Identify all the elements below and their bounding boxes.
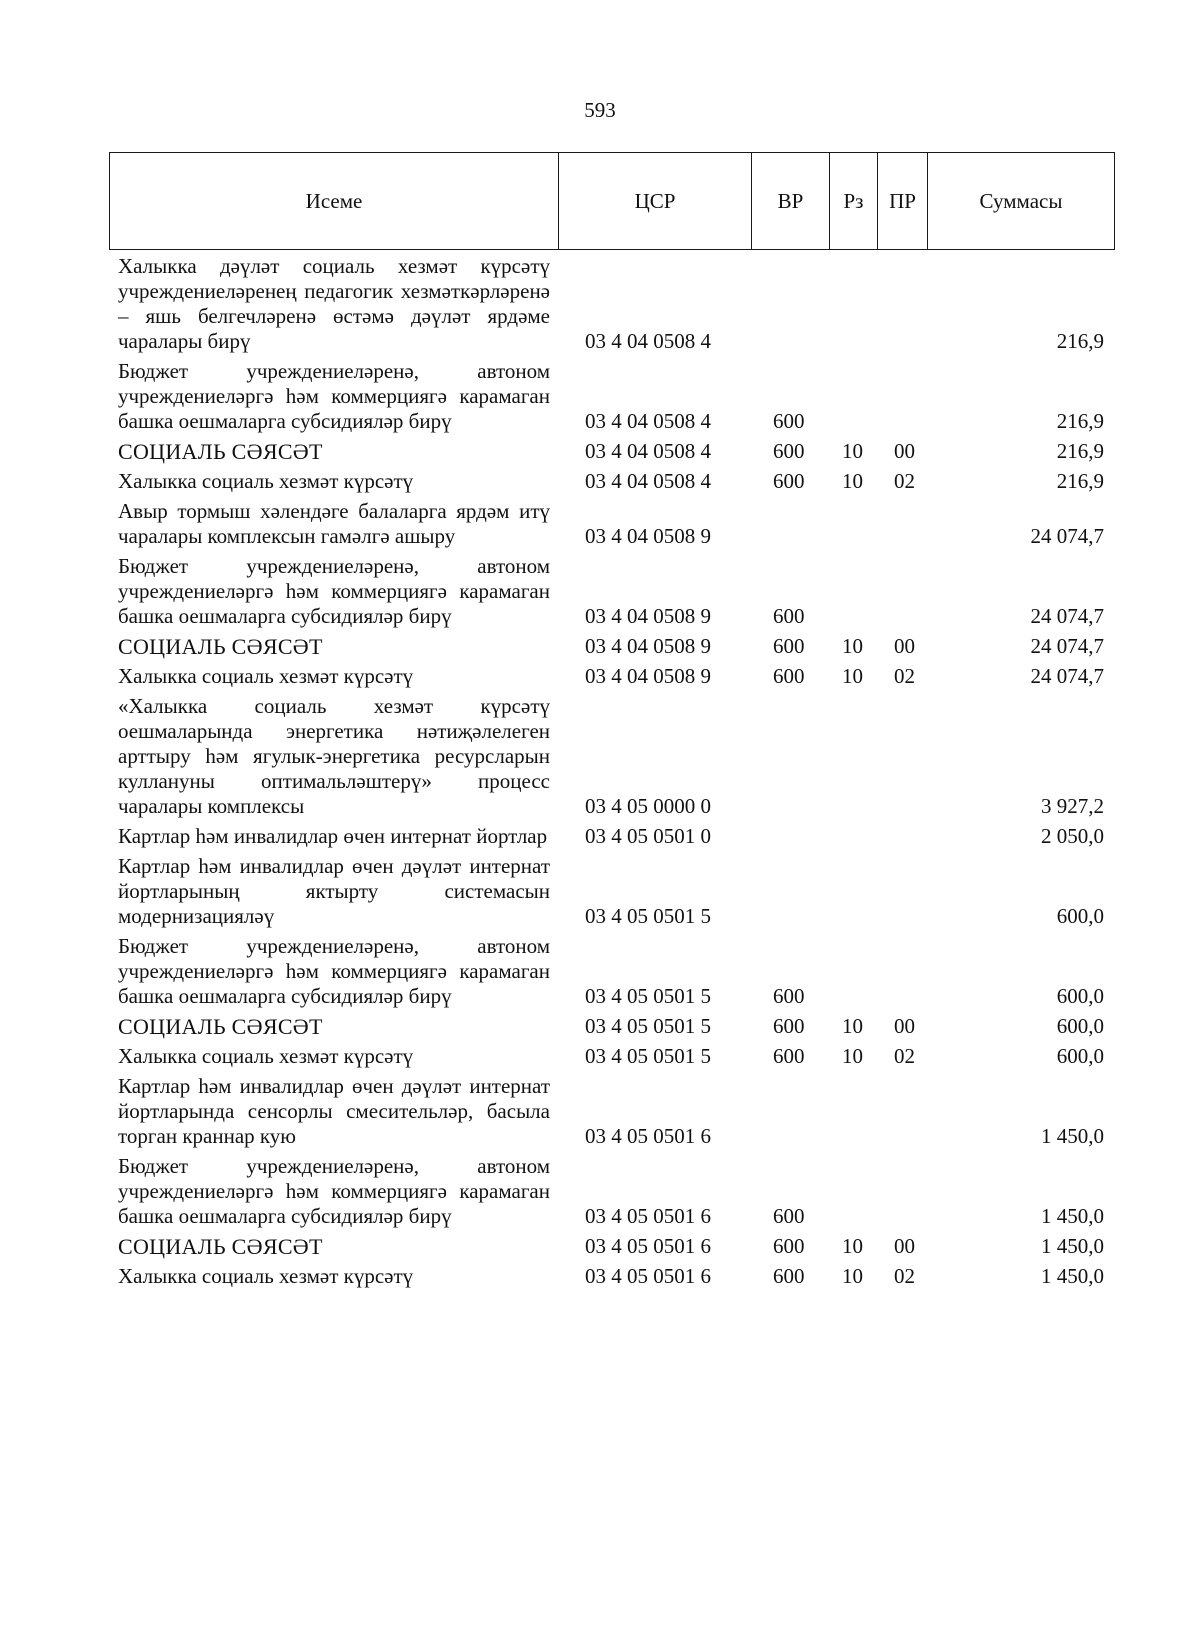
row-pr [877,554,927,634]
row-vr [751,499,829,554]
row-name: СОЦИАЛЬ СӘЯСӘТ [118,634,323,659]
row-name: Картлар һәм инвалидлар өчен дәүләт интернат йортларының яктырту системасын модернизацияләү [118,854,550,928]
row-pr [877,254,927,359]
row-sum: 24 074,7 [1030,604,1104,628]
row-csr: 03 4 05 0501 6 [585,1204,711,1228]
row-sum: 3 927,2 [1041,794,1104,818]
row-pr [877,694,927,824]
row-csr: 03 4 04 0508 4 [585,469,711,493]
row-sum: 1 450,0 [1041,1264,1104,1288]
row-sum: 600,0 [1056,1014,1104,1038]
row-rz: 10 [842,664,863,688]
row-csr: 03 4 05 0501 5 [585,904,711,928]
row-pr [877,934,927,1014]
row-name: Халыкка социаль хезмәт күрсәтү [118,1264,414,1288]
row-vr: 600 [773,604,805,628]
row-rz [829,1154,877,1234]
row-vr: 600 [773,1204,805,1228]
row-sum: 24 074,7 [1030,634,1104,658]
table-row [109,1154,1114,1234]
row-vr: 600 [773,469,805,493]
row-pr [877,1074,927,1154]
row-pr: 00 [894,1234,915,1258]
row-pr [877,499,927,554]
row-csr: 03 4 05 0501 6 [585,1234,711,1258]
row-name: Авыр тормыш хәлендәге балаларга ярдәм итү чаралары комплексын гамәлгә ашыру [118,499,550,548]
row-vr: 600 [773,409,805,433]
row-rz [829,1074,877,1154]
row-name: Халыкка дәүләт социаль хезмәт күрсәтү учреждениеләренең педагогик хезмәткәрләренә – яшь белгечләренә өстәмә дәүләт ярдәме чаралары бирү [118,254,550,353]
row-rz: 10 [842,634,863,658]
row-name: Бюджет учреждениеләренә, автоном учреждениеләргә һәм коммерциягә карамаган башка оешмаларга субсидияләр бирү [118,1154,550,1228]
row-sum: 600,0 [1056,984,1104,1008]
row-vr: 600 [773,1014,805,1038]
row-csr: 03 4 04 0508 4 [585,439,711,463]
row-csr: 03 4 05 0501 6 [585,1264,711,1288]
row-vr: 600 [773,1044,805,1068]
row-sum: 24 074,7 [1030,664,1104,688]
table-row [109,854,1114,934]
table-row [109,469,1114,499]
row-vr: 600 [773,984,805,1008]
row-csr: 03 4 04 0508 4 [585,329,711,353]
row-pr: 02 [894,469,915,493]
row-vr [751,254,829,359]
row-name: Бюджет учреждениеләренә, автоном учреждениеләргә һәм коммерциягә карамаган башка оешмаларга субсидияләр бирү [118,934,550,1008]
row-sum: 216,9 [1056,329,1104,353]
header-pr: ПР [878,153,928,250]
row-sum: 600,0 [1056,1044,1104,1068]
row-csr: 03 4 05 0501 0 [585,824,711,848]
table-body [109,254,1114,1294]
row-vr: 600 [773,1264,805,1288]
row-csr: 03 4 05 0501 5 [585,1014,711,1038]
row-pr [877,824,927,854]
row-sum: 1 450,0 [1041,1204,1104,1228]
header-csr: ЦСР [559,153,752,250]
row-name: Халыкка социаль хезмәт күрсәтү [118,1044,414,1068]
table-row [109,1074,1114,1154]
header-name: Исеме [110,153,559,250]
row-rz [829,934,877,1014]
table-row [109,1014,1114,1044]
row-sum: 216,9 [1056,469,1104,493]
row-sum: 1 450,0 [1041,1124,1104,1148]
row-csr: 03 4 04 0508 9 [585,604,711,628]
table-row [109,359,1114,439]
row-pr: 02 [894,1264,915,1288]
row-pr: 02 [894,664,915,688]
row-sum: 216,9 [1056,409,1104,433]
row-pr [877,1154,927,1234]
header-vr: ВР [752,153,830,250]
row-name: Бюджет учреждениеләренә, автоном учреждениеләргә һәм коммерциягә карамаган башка оешмаларга субсидияләр бирү [118,554,550,628]
row-vr [751,824,829,854]
row-csr: 03 4 04 0508 9 [585,524,711,548]
row-rz: 10 [842,1044,863,1068]
header-sum: Суммасы [928,153,1115,250]
row-name: СОЦИАЛЬ СӘЯСӘТ [118,439,323,464]
row-sum: 2 050,0 [1041,824,1104,848]
row-csr: 03 4 05 0501 6 [585,1124,711,1148]
row-pr: 02 [894,1044,915,1068]
row-sum: 1 450,0 [1041,1234,1104,1258]
row-rz [829,359,877,439]
row-pr [877,854,927,934]
table-row [109,694,1114,824]
row-csr: 03 4 05 0501 5 [585,1044,711,1068]
row-csr: 03 4 05 0000 0 [585,794,711,818]
table-row [109,934,1114,1014]
row-rz [829,254,877,359]
table-row [109,1044,1114,1074]
row-sum: 216,9 [1056,439,1104,463]
row-name: СОЦИАЛЬ СӘЯСӘТ [118,1014,323,1039]
row-vr [751,1074,829,1154]
row-pr: 00 [894,634,915,658]
table-row [109,824,1114,854]
row-rz: 10 [842,439,863,463]
table-row [109,554,1114,634]
table-row [109,1264,1114,1294]
row-rz: 10 [842,469,863,493]
row-csr: 03 4 04 0508 9 [585,664,711,688]
row-rz: 10 [842,1014,863,1038]
row-rz [829,824,877,854]
row-name: «Халыкка социаль хезмәт күрсәтү оешмаларында энергетика нәтиҗәлелеген арттыру һәм ягулык-энергетика ресурсларын куллануны оптимальләштерү» процесс чаралары комплексы [118,694,550,818]
row-vr [751,694,829,824]
row-pr [877,359,927,439]
row-csr: 03 4 05 0501 5 [585,984,711,1008]
row-rz [829,554,877,634]
table-row [109,1234,1114,1264]
row-pr: 00 [894,439,915,463]
header-rz: Рз [830,153,878,250]
row-csr: 03 4 04 0508 4 [585,409,711,433]
row-rz [829,694,877,824]
row-sum: 600,0 [1056,904,1104,928]
row-rz [829,499,877,554]
table-row [109,664,1114,694]
table-row [109,499,1114,554]
table-row [109,634,1114,664]
table-row [109,254,1114,359]
row-vr: 600 [773,664,805,688]
row-name: Картлар һәм инвалидлар өчен дәүләт интернат йортларында сенсорлы смесительләр, басыла торган краннар кую [118,1074,550,1148]
row-name: СОЦИАЛЬ СӘЯСӘТ [118,1234,323,1259]
row-vr: 600 [773,1234,805,1258]
table-header [109,152,1115,250]
row-name: Халыкка социаль хезмәт күрсәтү [118,469,414,493]
budget-table [109,254,1114,1294]
row-sum: 24 074,7 [1030,524,1104,548]
row-name: Картлар һәм инвалидлар өчен интернат йортлар [118,824,548,848]
row-name: Бюджет учреждениеләренә, автоном учреждениеләргә һәм коммерциягә карамаган башка оешмаларга субсидияләр бирү [118,359,550,433]
row-name: Халыкка социаль хезмәт күрсәтү [118,664,414,688]
row-vr: 600 [773,634,805,658]
row-rz [829,854,877,934]
page-number: 593 [584,98,616,122]
row-csr: 03 4 04 0508 9 [585,634,711,658]
row-rz: 10 [842,1234,863,1258]
row-rz: 10 [842,1264,863,1288]
table-row [109,439,1114,469]
row-vr: 600 [773,439,805,463]
row-vr [751,854,829,934]
row-pr: 00 [894,1014,915,1038]
